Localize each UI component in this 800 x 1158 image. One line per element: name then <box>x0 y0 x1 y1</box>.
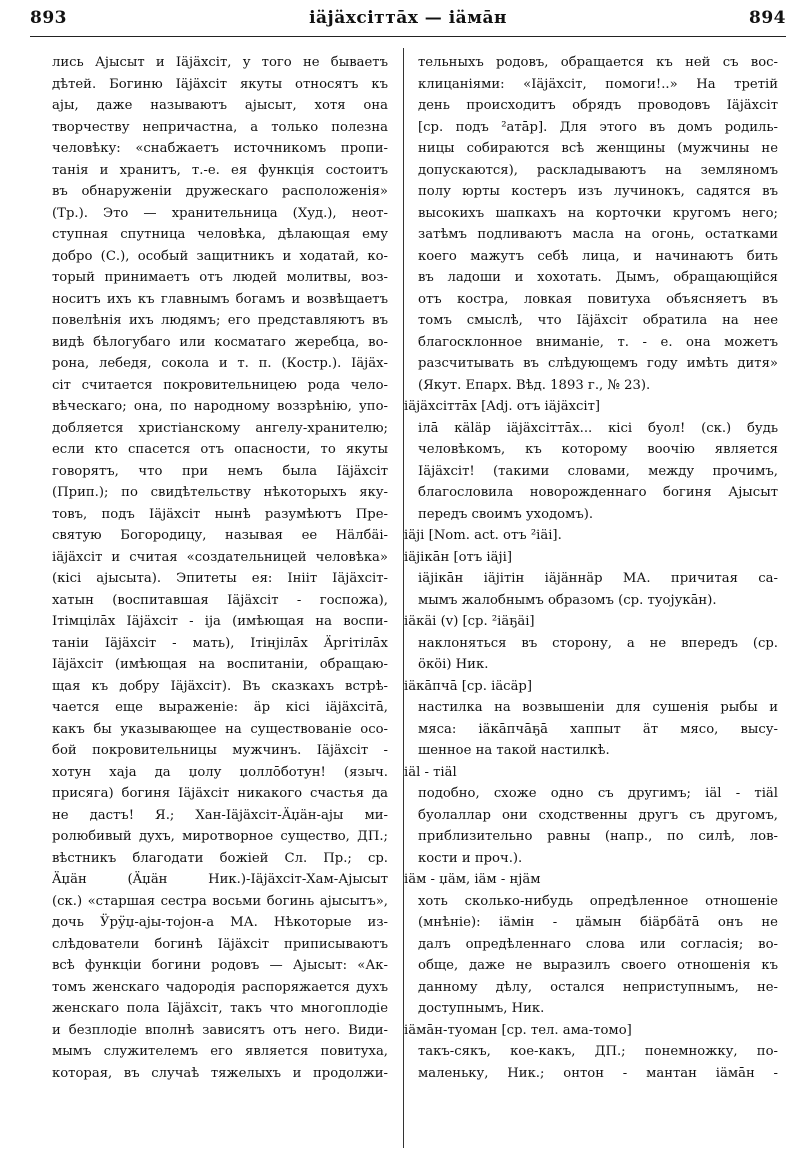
text-line: такъ-сякъ, кое-какъ, ДП.; понемножку, по- <box>418 1044 778 1059</box>
entry-headword: iäjі [Nom. act. отъ ²iäi]. <box>404 528 562 543</box>
text-line: присяга) богиня Iäjäxсiт никакого счастья да <box>52 786 388 801</box>
text-line: Äџäн (Äџäн Ник.)-Iäjäxсiт-Хам-Аjысыт <box>52 872 388 887</box>
entry-headword: iäl - тiäl <box>404 764 457 780</box>
text-line: женскаго пола Iäjäxсiт, такъ что многоплодіе <box>52 1001 388 1016</box>
text-line: благосклонное вниманіе, т. - е. она можетъ <box>418 334 778 350</box>
text-line: (Тр.). Это — хранительница (Худ.), неот- <box>52 205 388 221</box>
text-line: въ ладоши и хохотать. Дымъ, обращающійся <box>418 270 778 285</box>
text-line: мымъ служителемъ его является повитуха, <box>52 1044 388 1059</box>
entry-headword: iäкäi (v) [ср. ²iäҕäi] <box>404 614 535 629</box>
text-line: не дастъ! Я.; Хан-Iäjäxсiт-Äџäн-аjы ми- <box>52 807 388 823</box>
column-divider <box>403 48 404 1148</box>
text-line: дочь Ӱрӱџ-аjы-тојон-а МА. Нѣкоторые из- <box>52 915 388 930</box>
entry-headword: iäjiкāн [отъ iäjі] <box>404 549 512 565</box>
running-title: iäjäxciттāх — iäмāн <box>309 8 507 28</box>
text-line: отъ костра, ловкая повитуха объясняетъ въ <box>418 291 778 307</box>
text-line: повелѣнія ихъ людямъ; его представляютъ въ <box>52 313 388 328</box>
text-line: таніи Iäjäxсiт - мать), Iтiнјiлāх Äргiтiлāх <box>52 635 388 651</box>
text-line: дѣтей. Богиню Iäjäxсiт якуты относятъ къ <box>52 76 388 92</box>
text-line: ролюбивый духъ, миротворное существо, ДП.; <box>52 829 388 844</box>
text-line: (ск.) «старшая сестра восьми богинь аjысытъ», <box>52 893 388 909</box>
text-line: всѣ функціи богини родовъ — Аjысыт: «Ак- <box>52 958 388 973</box>
text-line: (кісі аjысыта). Эпитеты ея: Iнiiт Iäjäxсiт- <box>52 571 388 586</box>
text-line: (Якут. Епарх. Вѣд. 1893 г., № 23). <box>418 377 651 393</box>
text-line: томъ смыслѣ, что Iäjäxсiт обратила на нее <box>418 313 778 328</box>
text-line: вѣстникъ благодати божіей Сл. Пр.; ср. <box>52 850 388 866</box>
entry-headword: iäмāн-туоман [ср. тел. ама-томо] <box>404 1022 632 1038</box>
text-line: кости и проч.). <box>418 850 523 866</box>
text-line: высокихъ шапкахъ на корточки кругомъ него; <box>418 205 778 221</box>
text-line: творчеству непричастна, а только полезна <box>52 119 388 135</box>
text-line: шенное на такой настилкѣ. <box>418 743 610 758</box>
text-line: мяса: iäкāпчāҕā хаппыт äт мясо, высу- <box>418 721 778 737</box>
entry-headword: iäкāпчā [ср. iäсäр] <box>404 678 533 694</box>
text-line: чается еще выраженіе: äр кiсi iäjäxсiтā, <box>52 700 388 715</box>
text-line: лись Аjысыт и Iäjäxсiт, у того не бываетъ <box>52 55 388 70</box>
text-line: маленьку, Ник.; онтон - мантан iäмāн - <box>418 1065 778 1081</box>
text-line: носитъ ихъ къ главнымъ богамъ и возвѣщаетъ <box>52 291 388 307</box>
text-line: хотун хаја да џолу џоллōботун! (языч. <box>52 764 388 780</box>
text-line: приблизительно равны (напр., по силѣ, лов- <box>418 829 778 844</box>
page-number-right: 894 <box>749 8 786 28</box>
text-line: томъ женскаго чадородія распоряжается духъ <box>52 979 388 995</box>
text-line: полу юрты костеръ изъ лучинокъ, садятся въ <box>418 184 778 199</box>
page-header <box>30 8 786 32</box>
text-line: (мнѣніе): iäмiн - џäмын бiäрбäтā онъ не <box>418 915 778 930</box>
text-line: которая, въ случаѣ тяжелыхъ и продолжи- <box>52 1065 388 1081</box>
entry-headword: iäjäxсiттāх [Adj. отъ iäjäxсiт] <box>404 399 601 414</box>
text-line: видѣ бѣлогубаго или косматаго жеребца, во- <box>52 334 388 350</box>
text-line: подобно, схоже одно съ другимъ; iäl - тiäl <box>418 786 778 801</box>
text-line: Iäjäxсiт (имѣющая на воспитаніи, обращаю- <box>52 657 388 672</box>
text-line: бой покровительницы мужчинъ. Iäjäxсiт - <box>52 743 388 758</box>
text-line: добляется христіанскому ангелу-хранителю; <box>52 420 388 436</box>
text-line: настилка на возвышеніи для сушенія рыбы и <box>418 700 778 715</box>
text-line: человѣку: «снабжаетъ источникомъ пропи- <box>52 141 388 156</box>
text-line: Iäjäxсiт! (такими словами, между прочимъ, <box>418 463 778 479</box>
text-line: торый принимаетъ отъ людей молитвы, воз- <box>52 270 388 285</box>
text-line: какъ бы указывающее на существованіе осо- <box>52 721 388 737</box>
text-line: данному дѣлу, остался неприступнымъ, не- <box>418 979 778 995</box>
text-line: въ обнаруженіи дружескаго расположенія» <box>52 184 388 199</box>
text-line: рона, лебедя, сокола и т. п. (Костр.). Iäjäх- <box>52 356 388 371</box>
text-line: хоть сколько-нибудь опредѣленное отношеніе <box>418 893 778 909</box>
text-line: святую Богородицу, называя ее Нäлбäi- <box>52 528 388 543</box>
page-number-left: 893 <box>30 8 67 28</box>
text-line: передъ своимъ уходомъ). <box>418 506 594 522</box>
text-line: добро (С.), особый защитникъ и ходатай, ко- <box>52 248 388 264</box>
text-line: iäjiкāн iäjiтiн iäjäннäр МА. причитая са- <box>418 571 778 586</box>
text-line: обще, даже не выразилъ своего отношенія къ <box>418 958 778 973</box>
text-line: доступнымъ, Ник. <box>418 1001 545 1016</box>
text-line: öкöi) Ник. <box>418 657 489 672</box>
text-line: мымъ жалобнымъ образомъ (ср. туојукāн). <box>418 592 717 608</box>
text-line: iлā кäläр iäjäxсiттāх... кiсi буол! (ск.) будь <box>418 420 778 436</box>
text-line: [ср. подъ ²атāр]. Для этого въ домъ родиль- <box>418 119 778 135</box>
text-line: допускаются), раскладываютъ на земляномъ <box>418 162 778 178</box>
text-line: Iтiмцiлāх Iäjäxсiт - iја (имѣющая на воспи- <box>52 614 388 629</box>
text-line: аjы, даже называютъ аjысыт, хотя она <box>52 98 388 113</box>
text-line: товъ, подъ Iäjäxсiт нынѣ разумѣютъ Пре- <box>52 506 388 522</box>
text-line: коего мажутъ себѣ лица, и начинаютъ бить <box>418 248 778 264</box>
text-line: если кто спасется отъ опасности, то якуты <box>52 442 388 457</box>
text-line: хатын (воспитавшая Iäjäxсiт - госпожа), <box>52 592 388 608</box>
text-line: затѣмъ подливаютъ масла на огонь, остатками <box>418 227 778 242</box>
text-line: человѣкомъ, къ которому воочію является <box>418 442 778 457</box>
text-line: вѣческаго; она, по народному воззрѣнію, упо- <box>52 399 388 414</box>
text-line: тельныхъ родовъ, обращается къ ней съ вос- <box>418 55 778 70</box>
entry-headword: iäм - џäм, iäм - нјäм <box>404 872 541 887</box>
text-line: танія и хранитъ, т.-е. ея функція состоитъ <box>52 162 388 178</box>
text-line: щая къ добру Iäjäxсiт). Въ сказкахъ встрѣ- <box>52 678 388 694</box>
text-line: ницы собираются всѣ женщины (мужчины не <box>418 141 778 156</box>
text-line: день происходитъ обрядъ проводовъ Iäjäxсiт <box>418 98 778 113</box>
text-line: (Прип.); по свидѣтельству нѣкоторыхъ яку- <box>52 485 388 500</box>
text-line: буолаллар они сходственны другъ съ другомъ, <box>418 807 778 823</box>
text-line: сiт считается покровительницею рода чело- <box>52 377 388 393</box>
text-line: далъ опредѣленнаго слова или согласія; во- <box>418 936 778 952</box>
text-line: iäjäxсiт и считая «создательницей человѣка» <box>52 549 388 565</box>
text-line: благословила новорожденнаго богиня Аjысыт <box>418 485 778 500</box>
text-line: слѣдователи богинѣ Iäjäxсiт приписываютъ <box>52 936 388 952</box>
left-column <box>52 52 388 1084</box>
text-line: говорятъ, что при немъ была Iäjäxсiт <box>52 463 388 479</box>
header-rule <box>30 36 786 37</box>
text-line: наклоняться въ сторону, а не впередъ (ср. <box>418 635 778 651</box>
text-line: и безплодіе вполнѣ зависятъ отъ него. Види- <box>52 1022 388 1038</box>
right-column <box>404 52 778 1084</box>
text-line: клицаніями: «Iäjäxсiт, помоги!..» На третій <box>418 76 778 92</box>
text-line: ступная спутница человѣка, дѣлающая ему <box>52 227 388 242</box>
text-line: разсчитывать въ слѣдующемъ году имѣть дитя» <box>418 356 778 371</box>
